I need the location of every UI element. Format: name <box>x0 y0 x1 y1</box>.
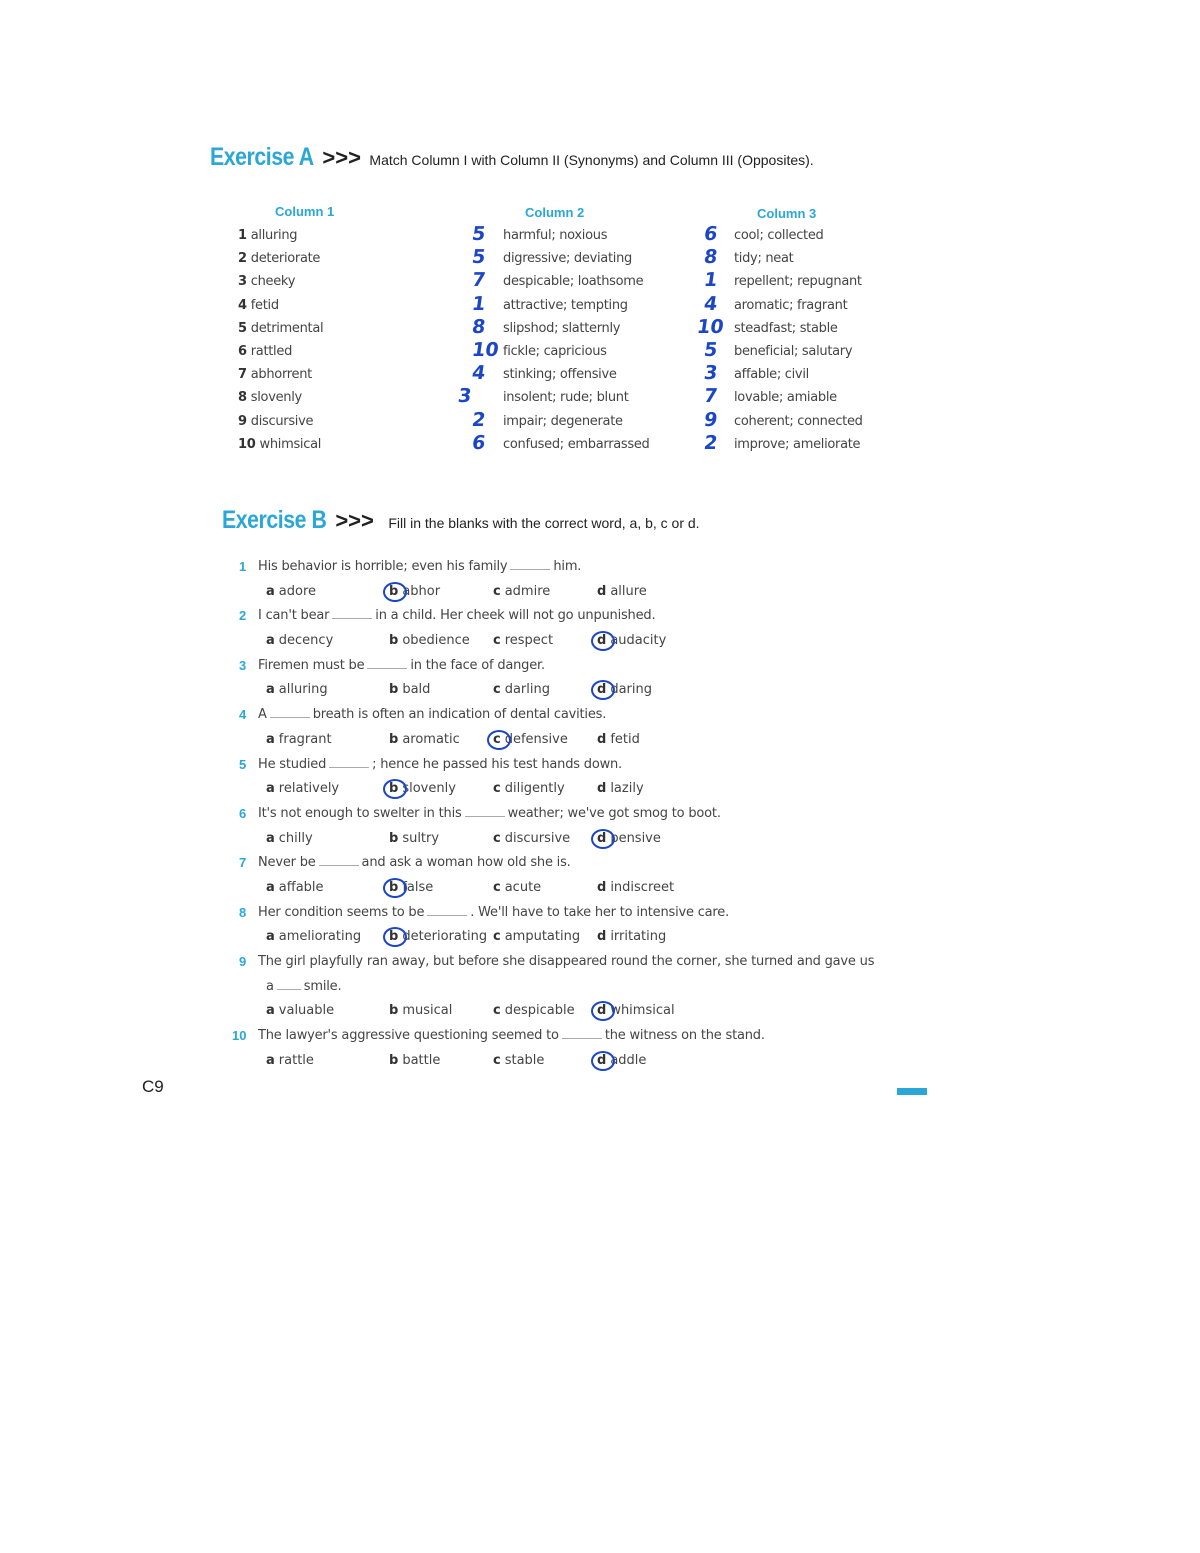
corner-mark <box>897 1088 927 1095</box>
handwritten-answer: 6 <box>470 431 487 454</box>
column-2-item: attractive; tempting <box>503 297 628 313</box>
option-word: chilly <box>278 830 313 846</box>
option-word: diligently <box>504 781 565 797</box>
question-after: in the face of danger. <box>410 657 545 673</box>
option-word: stable <box>504 1052 545 1068</box>
item-number: 7 <box>238 367 247 383</box>
answer-blank <box>319 865 359 866</box>
question-text <box>258 954 874 969</box>
option-letter: a <box>266 632 275 648</box>
column-3-item: aromatic; fragrant <box>734 297 848 313</box>
answer-option <box>597 880 674 895</box>
column-1-item <box>238 437 321 452</box>
answer-blank <box>465 816 505 817</box>
option-word: rattle <box>278 1052 314 1068</box>
option-letter: c <box>493 731 501 747</box>
handwritten-answer: 1 <box>702 269 719 292</box>
question-number: 2 <box>239 608 247 624</box>
question-before: His behavior is horrible; even his family <box>258 559 508 574</box>
option-letter: c <box>493 1052 501 1068</box>
question-after: . We'll have to take her to intensive care. <box>470 904 730 920</box>
option-letter: c <box>493 781 501 797</box>
option-word: addle <box>610 1052 647 1068</box>
question-before: A <box>258 707 267 723</box>
column-2-item: impair; degenerate <box>503 413 623 429</box>
option-letter: a <box>266 583 275 599</box>
answer-option <box>597 584 647 599</box>
option-word: pensive <box>610 830 661 846</box>
column-3-item: beneficial; salutary <box>734 344 853 359</box>
answer-option <box>493 880 541 895</box>
question-after: in a child. Her cheek will not go unpunished. <box>375 608 656 624</box>
option-word: allure <box>610 583 647 599</box>
option-word: valuable <box>278 1003 335 1019</box>
option-letter: b <box>389 632 399 648</box>
handwritten-answer: 5 <box>470 223 487 245</box>
column-3-item: tidy; neat <box>734 251 794 267</box>
answer-option <box>266 929 361 944</box>
option-word: respect <box>504 632 554 648</box>
question-before: Her condition seems to be <box>258 904 425 920</box>
option-letter: d <box>597 929 607 945</box>
option-word: admire <box>504 583 551 599</box>
column-2-item: stinking; offensive <box>503 367 617 383</box>
exercise-b-instruction: Fill in the blanks with the correct word, a, b, c or d. <box>388 515 700 531</box>
question-number: 10 <box>232 1028 247 1044</box>
answer-option <box>493 929 580 944</box>
item-number: 9 <box>238 413 247 429</box>
question-before: He studied <box>258 756 327 772</box>
option-letter: b <box>389 781 399 797</box>
item-number: 10 <box>238 436 256 452</box>
answer-option <box>493 682 550 697</box>
answer-option <box>389 732 460 747</box>
option-letter: b <box>389 1052 399 1068</box>
question-after: weather; we've got smog to boot. <box>507 806 721 821</box>
answer-option <box>266 633 333 648</box>
question-line2: a <box>266 978 274 994</box>
option-word: lazily <box>610 781 644 797</box>
item-number: 5 <box>238 320 247 336</box>
question-after: ; hence he passed his test hands down. <box>372 756 622 772</box>
column-2-item: fickle; capricious <box>503 344 607 359</box>
answer-option <box>266 781 339 796</box>
answer-option <box>493 781 565 796</box>
answer-option <box>597 1053 646 1068</box>
handwritten-answer: 1 <box>470 292 487 315</box>
option-letter: a <box>266 830 275 846</box>
item-number: 1 <box>238 228 247 243</box>
question-number: 9 <box>239 954 247 970</box>
option-word: audacity <box>610 632 667 648</box>
question-before: It's not enough to swelter in this <box>258 806 462 821</box>
answer-option <box>389 781 456 796</box>
column-3-item: improve; ameliorate <box>734 436 861 452</box>
question-after: and ask a woman how old she is. <box>361 855 571 871</box>
option-letter: a <box>266 731 275 747</box>
question-number: 4 <box>239 707 247 723</box>
answer-blank <box>367 668 407 669</box>
option-letter: c <box>493 583 501 599</box>
column-1-item <box>238 321 323 336</box>
answer-option <box>266 880 324 895</box>
option-letter: d <box>597 632 607 648</box>
handwritten-answer: 3 <box>702 362 719 385</box>
handwritten-answer: 7 <box>470 269 487 292</box>
answer-option <box>389 584 440 599</box>
question-text <box>258 559 581 574</box>
question-before: The lawyer's aggressive questioning seemed to <box>258 1028 559 1044</box>
column-2-item: harmful; noxious <box>503 228 608 243</box>
column-1-item <box>238 390 302 405</box>
answer-option <box>597 781 644 796</box>
answer-option <box>389 1053 440 1068</box>
option-word: obedience <box>402 632 470 648</box>
answer-blank <box>562 1038 602 1039</box>
handwritten-answer: 2 <box>702 431 719 454</box>
item-word: slovenly <box>250 390 302 406</box>
option-word: fetid <box>610 731 640 747</box>
option-letter: a <box>266 879 275 895</box>
option-letter: b <box>389 583 399 599</box>
answer-option <box>389 929 487 944</box>
handwritten-answer: 10 <box>695 315 726 338</box>
question-text <box>258 707 606 722</box>
option-word: deteriorating <box>402 929 488 945</box>
column-1-item <box>238 298 279 313</box>
option-letter: a <box>266 1052 275 1068</box>
question-text <box>258 855 571 870</box>
option-word: relatively <box>278 781 340 797</box>
option-word: false <box>402 879 434 895</box>
option-word: acute <box>504 879 542 895</box>
exercise-a-heading <box>210 143 814 172</box>
option-letter: d <box>597 583 607 599</box>
column-2-item: insolent; rude; blunt <box>503 390 629 406</box>
option-letter: c <box>493 830 501 846</box>
item-word: deteriorate <box>250 251 321 267</box>
question-before: Never be <box>258 855 316 871</box>
page-code: C9 <box>142 1077 164 1096</box>
option-word: discursive <box>504 830 571 846</box>
question-after: the witness on the stand. <box>604 1028 765 1044</box>
option-letter: c <box>493 632 501 648</box>
item-number: 2 <box>238 251 247 267</box>
answer-option <box>266 1053 314 1068</box>
answer-option <box>266 831 313 846</box>
option-letter: b <box>389 1003 399 1019</box>
option-word: abhor <box>402 583 441 599</box>
item-word: discursive <box>250 413 314 429</box>
option-word: ameliorating <box>278 929 362 945</box>
column-3-item: affable; civil <box>734 367 809 383</box>
answer-option <box>597 831 661 846</box>
answer-option <box>493 1053 544 1068</box>
option-letter: a <box>266 781 275 797</box>
option-word: aromatic <box>402 731 460 747</box>
exercise-a-arrows: >>> <box>322 145 361 170</box>
column-1-item <box>238 228 297 243</box>
column-1-item <box>238 274 295 289</box>
column-3-item: cool; collected <box>734 228 824 243</box>
question-after: smile. <box>303 978 342 994</box>
item-number: 6 <box>238 344 247 359</box>
answer-option <box>493 732 568 747</box>
handwritten-answer: 7 <box>702 385 719 408</box>
option-letter: c <box>493 929 501 945</box>
handwritten-answer: 5 <box>470 246 487 269</box>
item-number: 4 <box>238 297 247 313</box>
option-word: decency <box>278 632 334 648</box>
option-letter: a <box>266 682 275 698</box>
exercise-a-instruction: Match Column I with Column II (Synonyms) and Column III (Opposites). <box>369 152 814 168</box>
item-number: 8 <box>238 390 247 406</box>
option-word: fragrant <box>278 731 332 747</box>
option-letter: b <box>389 731 399 747</box>
exercise-b-heading <box>222 506 700 535</box>
answer-blank <box>332 618 372 619</box>
item-number: 3 <box>238 274 247 290</box>
column-3-header: Column 3 <box>757 206 817 221</box>
answer-option <box>493 831 570 846</box>
question-text <box>258 1028 765 1043</box>
answer-option <box>266 732 332 747</box>
option-word: irritating <box>610 929 667 945</box>
item-word: alluring <box>250 228 298 243</box>
question-text <box>258 806 721 821</box>
option-word: despicable <box>504 1003 575 1019</box>
item-word: abhorrent <box>250 367 312 383</box>
option-letter: d <box>597 781 607 797</box>
question-number: 1 <box>239 559 247 574</box>
item-word: detrimental <box>250 320 324 336</box>
item-word: cheeky <box>250 274 296 290</box>
answer-option <box>266 682 328 697</box>
option-letter: b <box>389 879 399 895</box>
answer-blank <box>329 767 369 768</box>
option-word: slovenly <box>402 781 456 797</box>
option-letter: c <box>493 1003 501 1019</box>
column-2-item: digressive; deviating <box>503 251 632 267</box>
column-1-item <box>238 414 313 429</box>
option-letter: b <box>389 929 399 945</box>
answer-option <box>597 682 652 697</box>
option-word: bald <box>402 682 431 698</box>
option-letter: c <box>493 879 501 895</box>
answer-option <box>493 584 550 599</box>
exercise-b-title: Exercise B <box>222 506 327 534</box>
option-letter: b <box>389 682 399 698</box>
item-word: fetid <box>250 297 279 313</box>
answer-option <box>266 1003 334 1018</box>
option-word: defensive <box>504 731 568 747</box>
answer-option <box>266 584 316 599</box>
handwritten-answer: 8 <box>470 315 487 338</box>
item-word: whimsical <box>259 436 322 452</box>
answer-option <box>389 1003 452 1018</box>
option-letter: d <box>597 731 607 747</box>
handwritten-answer: 3 <box>456 385 473 408</box>
handwritten-answer: 2 <box>470 408 487 431</box>
question-number: 5 <box>239 756 247 772</box>
answer-blank <box>427 915 467 916</box>
column-1-item <box>238 251 320 266</box>
option-word: sultry <box>402 830 440 846</box>
question-text <box>258 757 622 772</box>
option-word: whimsical <box>610 1003 675 1019</box>
question-number: 3 <box>239 657 247 673</box>
handwritten-answer: 5 <box>702 339 719 361</box>
question-text <box>258 905 729 920</box>
column-2-item: slipshod; slatternly <box>503 320 621 336</box>
answer-blank <box>270 717 310 718</box>
column-1-item <box>238 367 312 382</box>
handwritten-answer: 8 <box>702 246 719 269</box>
question-after: him. <box>553 559 582 574</box>
column-2-item: despicable; loathsome <box>503 274 644 290</box>
answer-option <box>389 682 430 697</box>
column-3-item: steadfast; stable <box>734 320 838 336</box>
option-letter: b <box>389 830 399 846</box>
answer-blank <box>510 569 550 570</box>
question-number: 7 <box>239 855 247 871</box>
option-letter: d <box>597 682 607 698</box>
option-word: battle <box>402 1052 441 1068</box>
option-letter: d <box>597 879 607 895</box>
option-word: adore <box>278 583 317 599</box>
exercise-a-title: Exercise A <box>210 143 314 171</box>
exercise-b-arrows: >>> <box>335 508 374 533</box>
question-before: Firemen must be <box>258 657 365 673</box>
option-letter: d <box>597 1052 607 1068</box>
option-letter: c <box>493 682 501 698</box>
option-word: indiscreet <box>610 879 675 895</box>
handwritten-answer: 4 <box>470 362 487 385</box>
answer-option <box>389 633 470 648</box>
column-2-item: confused; embarrassed <box>503 436 650 452</box>
question-number: 6 <box>239 806 247 821</box>
answer-blank <box>277 989 301 990</box>
answer-option <box>597 929 666 944</box>
handwritten-answer: 10 <box>470 339 501 361</box>
question-number: 8 <box>239 904 247 920</box>
answer-option <box>389 831 439 846</box>
answer-option <box>597 633 666 648</box>
option-word: affable <box>278 879 324 895</box>
handwritten-answer: 4 <box>702 292 719 315</box>
option-word: amputating <box>504 929 581 945</box>
answer-option <box>597 732 640 747</box>
handwritten-answer: 6 <box>702 223 719 245</box>
answer-option <box>493 1003 575 1018</box>
handwritten-answer: 9 <box>702 408 719 431</box>
question-text <box>258 608 655 623</box>
question-before: The girl playfully ran away, but before she disappeared round the corner, she turned and gave us <box>258 954 875 970</box>
option-letter: d <box>597 830 607 846</box>
option-word: darling <box>504 682 550 698</box>
question-before: I can't bear <box>258 608 330 624</box>
option-word: musical <box>402 1003 453 1019</box>
column-3-item: repellent; repugnant <box>734 274 862 290</box>
column-1-header: Column 1 <box>275 204 335 219</box>
option-letter: a <box>266 1003 275 1019</box>
option-letter: d <box>597 1003 607 1019</box>
column-1-item <box>238 344 292 359</box>
column-3-item: coherent; connected <box>734 413 863 429</box>
answer-option <box>389 880 433 895</box>
question-text-continued <box>266 979 341 994</box>
item-word: rattled <box>250 344 293 359</box>
option-letter: a <box>266 929 275 945</box>
answer-option <box>597 1003 675 1018</box>
column-2-header: Column 2 <box>525 205 585 220</box>
answer-option <box>493 633 553 648</box>
option-word: alluring <box>278 682 328 698</box>
option-word: daring <box>610 682 652 698</box>
question-after: breath is often an indication of dental cavities. <box>312 707 607 723</box>
question-text <box>258 658 545 673</box>
column-3-item: lovable; amiable <box>734 390 837 406</box>
